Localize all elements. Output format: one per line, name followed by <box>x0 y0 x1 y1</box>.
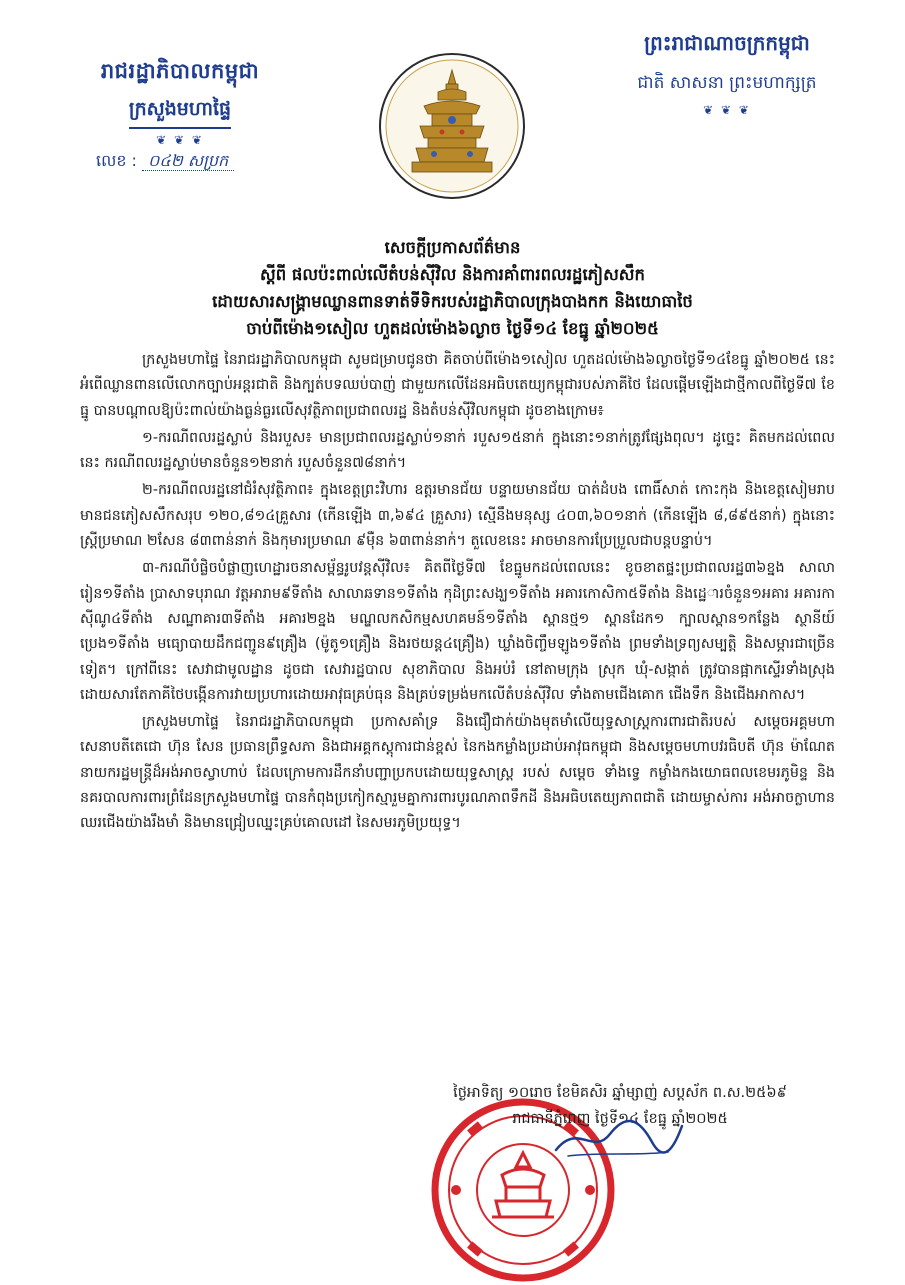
title-line-2: ស្តីពី ផលប៉ះពាល់លើតំបន់ស៊ីវិល និងការគាំពារពលរដ្ឋភៀសសឹក <box>260 265 645 284</box>
ministry-name: ក្រសួងមហាផ្ទៃ <box>129 97 231 129</box>
reference-label: លេខ : <box>96 151 137 170</box>
solar-date: រាជធានីភ្នំពេញ ថ្ងៃទី១៤ ខែធ្នូ ឆ្នាំ២០២៥ <box>512 1111 728 1127</box>
paragraph-damage: ៣-ករណីបំផ្លិចបំផ្លាញហេដ្ឋារចនាសម្ព័ន្ធរូបវន្តស៊ីវិល៖ គិតពីថ្ងៃទី៧ ខែធ្នូមកដល់ពេលនេះ ខូចខាតផ្ទះប្រជាពលរដ្ឋ៣៦ខ្នង សាលារៀន១ទីតាំង ប្រាសាទបុរាណ វត្តអារាម៩ទីតាំង សាលាឆទាន១ទីតាំង កុដិព្រះសង្ឃ១ទីតាំង អគារកោសិកា៥ទីតាំង និងដេ្ឋារចំនួន១អគារ អគារកាស៊ីណូ៤ទីតាំង សណ្ឋាគារ៣ទីតាំង អគារ២ខ្នង មណ្ឌលកសិកម្មសហគមន៍១ទីតាំង ស្ពានថ្ម១ ស្ពានដែក១ ក្បាលស្ពាន១កន្លែង ស្ថានីយ៍ប្រេង១ទីតាំង មធ្យោបាយដឹកជញ្ជូន៩គ្រឿង (ម៉ូតូ១គ្រឿង និងរថយន្ត៤គ្រឿង) ឃ្លាំងចិញ្ចឹមឡូង១ទីតាំង ព្រមទាំងទ្រព្យសម្បត្តិ និងសម្ភារជាច្រើនទៀត។ ក្រៅពីនេះ សេវាជាមូលដ្ឋាន ដូចជា សេវារដ្ឋបាល សុខាភិបាល និងអប់រំ នៅតាមក្រុង ស្រុក ឃុំ-សង្កាត់ ត្រូវបានផ្អាកស្ទើរទាំងស្រុង ដោយសារតែភាគីថៃបង្កើនការវាយប្រហារដោយអាវុធគ្រប់ធុន និងគ្រប់ទម្រង់មកលើតំបន់ស៊ីវិល ទាំងតាមជើងគោក ជើងទឹក និងជើងអាកាស។ <box>80 560 835 703</box>
government-name: រាជរដ្ឋាភិបាលកម្ពុជា <box>100 59 260 83</box>
header-right <box>592 30 862 117</box>
reference-value: ០៤២ សប្រក <box>142 151 234 171</box>
paragraph-intro: ក្រសួងមហាផ្ទៃ នៃរាជរដ្ឋាភិបាលកម្ពុជា សូមជម្រាបជូនថា គិតចាប់ពីម៉ោង១សៀល ហួតដល់ម៉ោង៦ល្ងាចថ្ងៃទី១៤ខែធ្នូ ឆ្នាំ២០២៥ នេះ អំពើឈ្លានពានលើលោកច្បាប់អន្តរជាតិ និងក្បត់បទឈប់បាញ់ ជាមួយកលើដែនអធិបតេយ្យកម្ពុជារបស់ភាគីថៃ ដែលផ្តើមឡើងជាថ្មីកាលពីថ្ងៃទី៧ ខែធ្នូ បានបណ្តាលឱ្យប៉ះពាល់យ៉ាងធ្ងន់ធ្ងរលើសុវត្ថិភាពប្រជាពលរដ្ឋ និងតំបន់ស៊ីវិលកម្ពុជា ដូចខាងក្រោម៖ <box>80 352 835 419</box>
ornament-divider: ❦ ❦ ❦ <box>156 133 204 147</box>
ornament-divider-right: ❦ ❦ ❦ <box>703 103 751 117</box>
lunar-date: ថ្ងៃអាទិត្យ ១០រោច ខែមិគសិរ ឆ្នាំម្សាញ់ សប្តស័ក ព.ស.២៥៦៩ <box>453 1085 787 1101</box>
signature-icon <box>548 1112 688 1162</box>
royal-emblem-icon <box>376 50 528 202</box>
national-motto: ជាតិ សាសនា ព្រះមហាក្សត្រ <box>637 73 817 93</box>
document-body <box>80 348 835 839</box>
kingdom-name: ព្រះរាជាណាចក្រកម្ពុជា <box>644 31 810 55</box>
reference-number <box>96 150 234 174</box>
paragraph-support: ក្រសួងមហាផ្ទៃ នៃរាជរដ្ឋាភិបាលកម្ពុជា ប្រកាសគាំទ្រ និងជឿជាក់យ៉ាងមុតមាំលើយុទ្ធសាស្ត្រការពារជាតិរបស់ សម្តេចអគ្គមហាសេនាបតីតេជោ ហ៊ុន សែន ប្រធានព្រឹទ្ធសភា និងជាអគ្គកស្ដុការជាន់ខ្ពស់ នៃកងកម្លាំងប្រដាប់អាវុធកម្ពុជា និងសម្តេចមហាបវរធិបតី ហ៊ុន ម៉ាណែត នាយករដ្ឋមន្ត្រីដ៏អង់អាចស្វាហាប់ ដែលក្រោមការដឹកនាំបញ្ជាប្រកបដោយយុទ្ធសាស្ត្រ របស់ សម្តេច ទាំងទ្វេ កម្លាំងកងយោធពលខេមរភូមិន្ទ និងនគរបាលការពារព្រំដែនក្រសួងមហាផ្ទៃ បានកំពុងប្រកៀកស្មារួមគ្នាការពារបូរណភាពទឹកដី និងអធិបតេយ្យភាពជាតិ ដោយម្ចាស់ការ អង់អាចក្លាហាន ឈរជើងយ៉ាងរឹងមាំ និងមានជ្រៀបឈ្នះគ្រប់គោលដៅ នៃសមរភូមិប្រយុទ្ធ។ <box>80 714 835 832</box>
paragraph-displaced: ២-ករណីពលរដ្ឋនៅជំរំសុវត្ថិភាព៖ ក្នុងខេត្តព្រះវិហារ ឧត្តរមានជ័យ បន្ទាយមានជ័យ បាត់ដំបង ពោធិ៍សាត់ កោះកុង និងខេត្តសៀមរាប មានជនភៀសសឹកសរុប ១២០,៨១៤គ្រួសារ (កើនឡើង ៣,៦៩៤ គ្រួសារ) ស្មើនឹងមនុស្ស ៤០៣,៦០១នាក់ (កើនឡើង ៨,៨៩៥នាក់) ក្នុងនោះស្ត្រីប្រមាណ ២សែន ៨៣ពាន់នាក់ និងកុមារប្រមាណ ៩ម៉ឺន ៦៣ពាន់នាក់។ តួលេខនេះ អាចមានការប្រែប្រួលជាបន្តបន្ទាប់។ <box>80 482 835 550</box>
title-line-1: សេចក្តីប្រកាសព័ត៌មាន <box>384 238 521 257</box>
title-line-4: ចាប់ពីម៉ោង១សៀល ហួតដល់ម៉ោង៦ល្ងាច ថ្ងៃទី១៤ ខែធ្នូ ឆ្នាំ២០២៥ <box>246 319 659 338</box>
paragraph-casualties: ១-ករណីពលរដ្ឋស្លាប់ និងរបួស៖ មានប្រជាពលរដ្ឋស្លាប់១នាក់ របួស១៥នាក់ ក្នុងនោះ១នាក់ត្រូវផ្សែងពុល។ ដូច្នេះ គិតមកដល់ពេលនេះ ករណីពលរដ្ឋស្លាប់មានចំនួន១២នាក់ របួសចំនួន៧៨នាក់។ <box>80 429 835 472</box>
header-left <box>60 58 300 147</box>
document-title <box>60 234 845 342</box>
title-line-3: ដោយសារសង្គ្រាមឈ្លានពានទាត់ទីទិករបស់រដ្ឋាភិបាលក្រុងបាងកក និងយោធាថៃ <box>212 292 693 311</box>
